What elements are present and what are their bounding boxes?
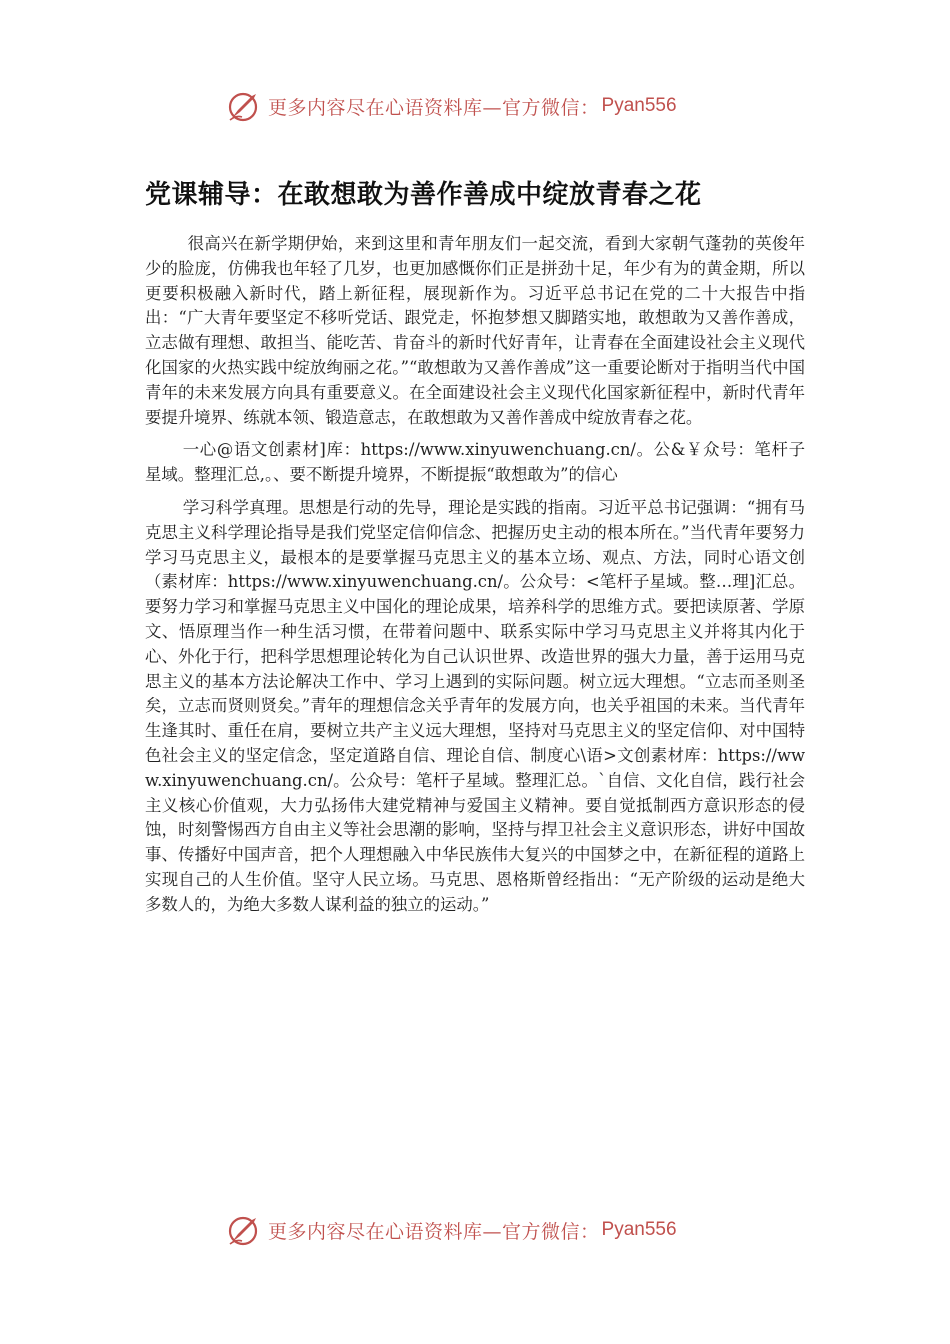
footer-wechat-id: Pyan556 [601, 1219, 677, 1240]
footer-banner [226, 1210, 746, 1250]
pen-circle-icon [226, 1212, 262, 1248]
document-title: 党课辅导：在敢想敢为善作善成中绽放青春之花 [145, 180, 702, 210]
document-body [145, 232, 805, 926]
header-banner [226, 86, 746, 126]
paragraph-section-heading: 一心@语文创素材]库：https://www.xinyuwenchuang.cn/。公&￥众号：笔杆子星域。整理汇总,。、要不断提升境界，不断提振“敢想敢为”的信心 [145, 440, 805, 485]
footer-banner-text: 更多内容尽在心语资料库—官方微信： [268, 1220, 600, 1243]
paragraph-intro: 很高兴在新学期伊始，来到这里和青年朋友们一起交流，看到大家朝气蓬勃的英俊年少的脸庞，仿佛我也年轻了几岁，也更加感慨你们正是拼劲十足，年少有为的黄金期，所以更要积极融入新时代，踏上新征程，展现新作为。习近平总书记在党的二十大报告中指出：“广大青年要坚定不移听党话、跟党走，怀抱梦想又脚踏实地，敢想敢为又善作善成，立志做有理想、敢担当、能吃苦、肯奋斗的新时代好青年，让青春在全面建设社会主义现代化国家的火热实践中绽放绚丽之花。”“敢想敢为又善作善成”这一重要论断对于指明当代中国青年的未来发展方向具有重要意义。在全面建设社会主义现代化国家新征程中，新时代青年要提升境界、练就本领、锻造意志，在敢想敢为又善作善成中绽放青春之花。 [145, 234, 805, 427]
header-wechat-id: Pyan556 [601, 95, 677, 116]
paragraph-main: 学习科学真理。思想是行动的先导，理论是实践的指南。习近平总书记强调：“拥有马克思主义科学理论指导是我们党坚定信仰信念、把握历史主动的根本所在。”当代青年要努力学习马克思主义，最根本的是要掌握马克思主义的基本立场、观点、方法，同时心语文创（素材库：https://www.xinyuwenchuang.cn/。公众号：<笔杆子星域。整…理]汇总。要努力学习和掌握马克思主义中国化的理论成果，培养科学的思维方式。要把读原著、学原文、悟原理当作一种生活习惯，在带着问题中、联系实际中学习马克思主义并将其内化于心、外化于行，把科学思想理论转化为自己认识世界、改造世界的强大力量，善于运用马克思主义的基本方法论解决工作中、学习上遇到的实际问题。树立远大理想。“立志而圣则圣矣，立志而贤则贤矣。”青年的理想信念关乎青年的发展方向，也关乎祖国的未来。当代青年生逢其时、重任在肩，要树立共产主义远大理想，坚持对马克思主义的坚定信仰、对中国特色社会主义的坚定信念，坚定道路自信、理论自信、制度心\语>文创素材库：https://www.xinyuwenchuang.cn/。公众号：笔杆子星域。整理汇总。`自信、文化自信，践行社会主义核心价值观，大力弘扬伟大建党精神与爱国主义精神。要自觉抵制西方意识形态的侵蚀，时刻警惕西方自由主义等社会思潮的影响，坚持与捍卫社会主义意识形态，讲好中国故事、传播好中国声音，把个人理想融入中华民族伟大复兴的中国梦之中，在新征程的道路上实现自己的人生价值。坚守人民立场。马克思、恩格斯曾经指出：“无产阶级的运动是绝大多数人的，为绝大多数人谋利益的独立的运动。” [145, 497, 805, 914]
header-banner-text: 更多内容尽在心语资料库—官方微信： [268, 96, 600, 119]
pen-circle-icon [226, 88, 262, 124]
